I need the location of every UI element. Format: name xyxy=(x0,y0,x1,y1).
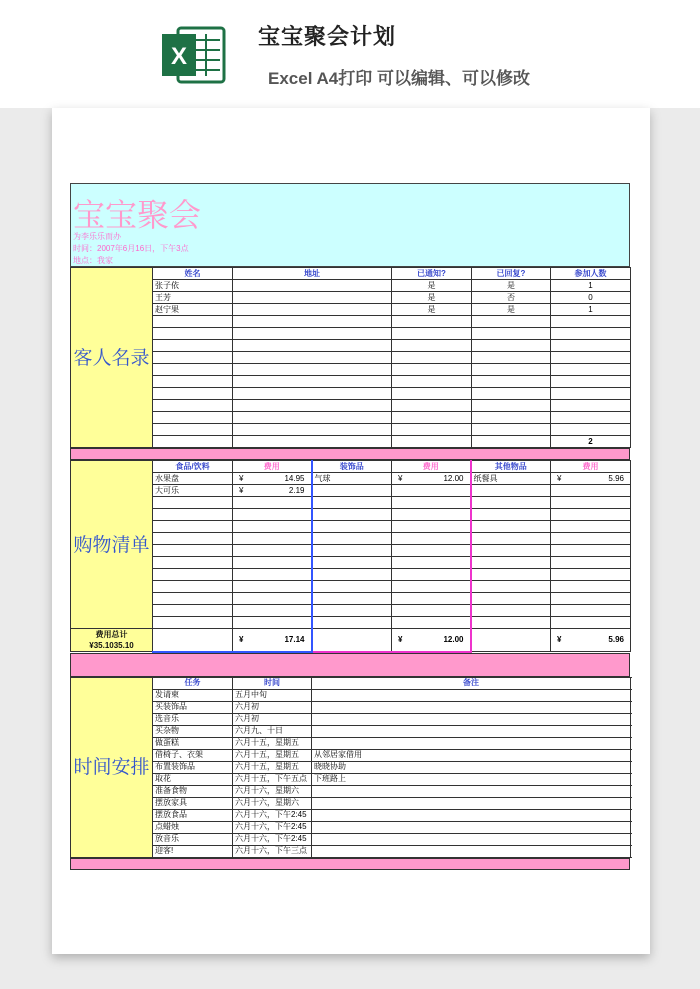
party-time: 时间：2007年6月16日，下午3点 xyxy=(73,244,189,253)
table-cell[interactable] xyxy=(392,497,471,509)
table-cell[interactable] xyxy=(153,509,233,521)
schedule-row xyxy=(71,713,631,725)
party-banner xyxy=(70,183,630,267)
table-cell[interactable]: 五月中旬 xyxy=(233,689,312,701)
table-cell[interactable] xyxy=(551,533,631,545)
table-cell[interactable]: 水果盘 xyxy=(153,473,233,485)
table-cell[interactable] xyxy=(153,376,233,388)
table-cell[interactable] xyxy=(233,388,392,400)
table-cell[interactable]: 发请柬 xyxy=(153,689,233,701)
shopping-row xyxy=(71,533,631,545)
table-cell[interactable] xyxy=(233,593,312,605)
table-cell[interactable] xyxy=(153,436,233,448)
total-amount: 17.14 xyxy=(284,634,305,644)
table-cell[interactable] xyxy=(471,581,551,593)
table-cell[interactable] xyxy=(472,328,551,340)
schedule-row xyxy=(71,797,631,809)
table-cell[interactable] xyxy=(551,617,631,629)
table-cell[interactable] xyxy=(312,581,392,593)
column-header: 参加人数 xyxy=(551,268,631,280)
section-label-shopping: 购物清单 xyxy=(71,461,153,629)
table-cell[interactable] xyxy=(392,485,471,497)
table-cell[interactable] xyxy=(153,424,233,436)
table-cell[interactable]: 0 xyxy=(551,292,631,304)
table-cell[interactable]: 买杂物 xyxy=(153,725,233,737)
table-cell[interactable] xyxy=(551,352,631,364)
table-cell[interactable] xyxy=(312,497,392,509)
schedule-table xyxy=(70,677,631,858)
currency-value xyxy=(235,474,309,484)
table-cell[interactable] xyxy=(392,376,472,388)
table-cell[interactable] xyxy=(551,557,631,569)
table-cell[interactable] xyxy=(153,617,233,629)
table-cell[interactable] xyxy=(153,545,233,557)
table-cell[interactable] xyxy=(312,713,631,725)
schedule-row xyxy=(71,749,631,761)
table-cell[interactable] xyxy=(392,364,472,376)
column-header: 其他物品 xyxy=(471,461,551,473)
table-cell[interactable]: 六月十六，星期六 xyxy=(233,797,312,809)
table-cell[interactable]: 否 xyxy=(472,292,551,304)
table-cell[interactable] xyxy=(551,400,631,412)
table-cell[interactable] xyxy=(312,725,631,737)
separator-bar xyxy=(70,653,630,677)
shopping-row xyxy=(71,509,631,521)
table-cell[interactable] xyxy=(312,593,392,605)
table-cell[interactable]: 六月十五，下午五点 xyxy=(233,773,312,785)
shopping-header-row xyxy=(71,461,631,473)
table-cell[interactable]: 借椅子、衣架 xyxy=(153,749,233,761)
table-cell[interactable] xyxy=(551,509,631,521)
schedule-row xyxy=(71,785,631,797)
table-cell[interactable] xyxy=(312,509,392,521)
section-label-guests: 客人名录 xyxy=(71,268,153,448)
currency-symbol: ¥ xyxy=(239,634,244,644)
document-header xyxy=(0,0,700,108)
table-cell[interactable] xyxy=(233,400,392,412)
table-cell[interactable] xyxy=(153,581,233,593)
shopping-row xyxy=(71,521,631,533)
table-cell[interactable] xyxy=(233,473,312,485)
column-header: 已通知? xyxy=(392,268,472,280)
table-cell[interactable] xyxy=(312,617,392,629)
shopping-row xyxy=(71,605,631,617)
table-cell[interactable]: 是 xyxy=(392,304,472,316)
table-cell[interactable] xyxy=(312,833,631,845)
column-header: 装饰品 xyxy=(312,461,392,473)
table-cell[interactable] xyxy=(392,617,471,629)
table-cell[interactable] xyxy=(472,316,551,328)
column-header: 已回复? xyxy=(472,268,551,280)
table-cell[interactable] xyxy=(551,388,631,400)
table-cell[interactable] xyxy=(233,364,392,376)
table-cell[interactable] xyxy=(472,364,551,376)
table-cell[interactable] xyxy=(392,388,472,400)
shopping-row xyxy=(71,581,631,593)
shopping-row xyxy=(71,593,631,605)
column-header: 费用 xyxy=(233,461,312,473)
table-cell[interactable] xyxy=(392,424,472,436)
table-cell[interactable] xyxy=(233,605,312,617)
table-cell[interactable] xyxy=(472,424,551,436)
table-cell[interactable]: 迎客! xyxy=(153,845,233,857)
total-amount: 12.00 xyxy=(443,634,464,644)
table-cell[interactable] xyxy=(472,412,551,424)
table-cell[interactable]: 是 xyxy=(392,280,472,292)
table-cell[interactable] xyxy=(551,424,631,436)
table-cell[interactable] xyxy=(392,473,471,485)
separator-bar xyxy=(70,858,630,870)
schedule-row xyxy=(71,725,631,737)
currency-value xyxy=(553,474,628,484)
table-cell[interactable]: 六月十六，下午2:45 xyxy=(233,821,312,833)
guest-row xyxy=(71,340,631,352)
table-cell[interactable] xyxy=(153,533,233,545)
table-cell[interactable]: 王芳 xyxy=(153,292,233,304)
table-cell[interactable] xyxy=(551,376,631,388)
table-cell[interactable] xyxy=(233,509,312,521)
table-cell[interactable] xyxy=(233,292,392,304)
table-cell[interactable]: 赵宁果 xyxy=(153,304,233,316)
table-cell[interactable] xyxy=(471,545,551,557)
table-cell[interactable] xyxy=(312,569,392,581)
table-cell[interactable] xyxy=(312,557,392,569)
table-cell[interactable]: 六月十六，下午2:45 xyxy=(233,809,312,821)
column-total xyxy=(553,635,628,645)
table-cell[interactable] xyxy=(392,569,471,581)
table-cell[interactable] xyxy=(471,557,551,569)
table-cell[interactable] xyxy=(551,316,631,328)
schedule-row xyxy=(71,737,631,749)
table-cell[interactable] xyxy=(312,785,631,797)
table-cell[interactable] xyxy=(392,412,472,424)
table-cell[interactable] xyxy=(312,701,631,713)
table-cell[interactable] xyxy=(392,605,471,617)
table-cell[interactable] xyxy=(392,521,471,533)
table-cell[interactable] xyxy=(312,689,631,701)
table-cell[interactable]: 六月初 xyxy=(233,713,312,725)
column-header: 费用 xyxy=(551,461,631,473)
column-header: 时间 xyxy=(233,677,312,689)
table-cell[interactable]: 取花 xyxy=(153,773,233,785)
table-cell[interactable] xyxy=(392,316,472,328)
guest-row xyxy=(71,292,631,304)
table-cell[interactable] xyxy=(392,509,471,521)
table-cell[interactable] xyxy=(392,328,472,340)
table-cell[interactable] xyxy=(312,485,392,497)
amount: 12.00 xyxy=(443,473,464,483)
table-cell[interactable] xyxy=(153,593,233,605)
table-cell[interactable]: 是 xyxy=(392,292,472,304)
party-title: 宝宝聚会 xyxy=(73,196,202,234)
section-label-schedule: 时间安排 xyxy=(71,677,153,857)
table-cell[interactable]: 晓晓协助 xyxy=(312,761,631,773)
table-cell[interactable] xyxy=(312,605,392,617)
table-cell[interactable] xyxy=(551,473,631,485)
excel-icon-letter: X xyxy=(170,43,188,70)
schedule-header-row xyxy=(71,677,631,689)
table-cell[interactable] xyxy=(392,436,472,448)
table-cell[interactable] xyxy=(472,352,551,364)
table-cell[interactable] xyxy=(233,424,392,436)
guest-total-row xyxy=(71,436,631,448)
table-cell[interactable]: 六月十五，星期五 xyxy=(233,761,312,773)
table-cell[interactable] xyxy=(233,485,312,497)
table-cell[interactable] xyxy=(551,485,631,497)
column-header: 姓名 xyxy=(153,268,233,280)
table-cell[interactable]: 是 xyxy=(472,304,551,316)
grand-total-value: ¥35.1035.10 xyxy=(89,641,134,650)
table-cell[interactable] xyxy=(233,316,392,328)
schedule-row xyxy=(71,689,631,701)
shopping-row xyxy=(71,569,631,581)
guest-row xyxy=(71,412,631,424)
table-cell[interactable] xyxy=(471,533,551,545)
table-cell[interactable] xyxy=(153,412,233,424)
shopping-row xyxy=(71,473,631,485)
table-cell[interactable] xyxy=(471,497,551,509)
excel-icon xyxy=(160,22,226,88)
guest-row xyxy=(71,364,631,376)
table-cell[interactable]: 大可乐 xyxy=(153,485,233,497)
shopping-row xyxy=(71,617,631,629)
column-header: 备注 xyxy=(312,677,631,689)
table-cell[interactable] xyxy=(153,340,233,352)
table-cell[interactable] xyxy=(551,340,631,352)
table-cell[interactable] xyxy=(312,629,392,652)
table-cell[interactable] xyxy=(392,545,471,557)
shopping-row xyxy=(71,545,631,557)
total-label: 费用总计 xyxy=(95,630,128,639)
spreadsheet xyxy=(70,183,630,870)
amount: 5.96 xyxy=(608,473,624,483)
table-cell[interactable] xyxy=(153,569,233,581)
column-total xyxy=(235,635,309,645)
table-cell[interactable] xyxy=(233,629,312,652)
table-cell[interactable] xyxy=(471,509,551,521)
table-cell[interactable] xyxy=(233,376,392,388)
table-cell[interactable] xyxy=(153,388,233,400)
table-cell[interactable] xyxy=(153,400,233,412)
table-cell[interactable]: 点蜡烛 xyxy=(153,821,233,833)
grand-total xyxy=(71,629,153,652)
total-amount: 5.96 xyxy=(608,635,624,644)
guest-row xyxy=(71,280,631,292)
table-cell[interactable] xyxy=(471,485,551,497)
currency-symbol: ¥ xyxy=(557,635,562,644)
guest-row xyxy=(71,304,631,316)
table-cell[interactable]: 六月十六，星期六 xyxy=(233,785,312,797)
table-cell[interactable] xyxy=(233,436,392,448)
table-cell[interactable] xyxy=(472,436,551,448)
table-cell[interactable]: 下班路上 xyxy=(312,773,631,785)
table-cell[interactable] xyxy=(312,533,392,545)
table-cell[interactable] xyxy=(312,821,631,833)
table-cell[interactable] xyxy=(153,352,233,364)
currency-symbol: ¥ xyxy=(239,473,244,483)
table-cell[interactable] xyxy=(233,557,312,569)
table-cell[interactable] xyxy=(551,581,631,593)
guest-row xyxy=(71,376,631,388)
table-cell[interactable] xyxy=(233,617,312,629)
column-header: 费用 xyxy=(392,461,471,473)
table-cell[interactable] xyxy=(312,809,631,821)
guest-row xyxy=(71,424,631,436)
table-cell[interactable] xyxy=(392,593,471,605)
table-cell[interactable] xyxy=(153,605,233,617)
table-cell[interactable] xyxy=(392,340,472,352)
table-cell[interactable] xyxy=(312,797,631,809)
currency-symbol: ¥ xyxy=(239,485,244,495)
table-cell[interactable] xyxy=(471,605,551,617)
column-header: 地址 xyxy=(233,268,392,280)
table-cell[interactable] xyxy=(551,593,631,605)
currency-value xyxy=(394,474,468,484)
shopping-row xyxy=(71,557,631,569)
table-cell[interactable] xyxy=(233,533,312,545)
guest-row xyxy=(71,400,631,412)
table-cell[interactable] xyxy=(551,328,631,340)
table-cell[interactable] xyxy=(233,521,312,533)
table-cell[interactable] xyxy=(153,364,233,376)
schedule-row xyxy=(71,833,631,845)
shopping-table xyxy=(70,460,631,653)
table-cell[interactable] xyxy=(233,569,312,581)
table-cell[interactable] xyxy=(471,617,551,629)
table-cell[interactable]: 六月初 xyxy=(233,701,312,713)
amount: 14.95 xyxy=(284,473,305,483)
table-cell[interactable]: 六月九、十日 xyxy=(233,725,312,737)
table-cell[interactable]: 张子依 xyxy=(153,280,233,292)
table-cell[interactable]: 摆放家具 xyxy=(153,797,233,809)
column-header: 任务 xyxy=(153,677,233,689)
table-cell[interactable] xyxy=(153,316,233,328)
guest-total[interactable]: 2 xyxy=(551,436,631,448)
party-for: 为李乐乐而办 xyxy=(73,232,121,241)
table-cell[interactable]: 做蛋糕 xyxy=(153,737,233,749)
table-cell[interactable] xyxy=(312,845,631,857)
table-cell[interactable] xyxy=(153,557,233,569)
table-cell[interactable]: 准备食物 xyxy=(153,785,233,797)
table-cell[interactable]: 是 xyxy=(472,280,551,292)
schedule-row xyxy=(71,773,631,785)
table-cell[interactable] xyxy=(233,340,392,352)
table-cell[interactable] xyxy=(233,352,392,364)
table-cell[interactable] xyxy=(551,569,631,581)
currency-value xyxy=(235,486,309,496)
schedule-row xyxy=(71,761,631,773)
shopping-total-row xyxy=(71,629,631,652)
separator-bar xyxy=(70,448,630,460)
schedule-row xyxy=(71,845,631,857)
table-cell[interactable] xyxy=(392,400,472,412)
table-cell[interactable] xyxy=(551,364,631,376)
currency-symbol: ¥ xyxy=(557,473,562,483)
table-cell[interactable]: 六月十五，星期五 xyxy=(233,737,312,749)
table-cell[interactable] xyxy=(312,521,392,533)
table-cell[interactable]: 1 xyxy=(551,304,631,316)
column-total xyxy=(394,635,468,645)
table-cell[interactable] xyxy=(392,352,472,364)
shopping-row xyxy=(71,485,631,497)
table-cell[interactable] xyxy=(233,545,312,557)
schedule-row xyxy=(71,821,631,833)
table-cell[interactable]: 布置装饰品 xyxy=(153,761,233,773)
table-cell[interactable] xyxy=(551,605,631,617)
table-cell[interactable]: 从邻居家借用 xyxy=(312,749,631,761)
shopping-row xyxy=(71,497,631,509)
table-cell[interactable]: 六月十六，下午三点 xyxy=(233,845,312,857)
table-cell[interactable] xyxy=(233,280,392,292)
table-cell[interactable]: 摆放食品 xyxy=(153,809,233,821)
table-cell[interactable] xyxy=(472,340,551,352)
table-cell[interactable]: 纸餐具 xyxy=(471,473,551,485)
table-cell[interactable] xyxy=(471,593,551,605)
table-cell[interactable] xyxy=(233,412,392,424)
table-cell[interactable] xyxy=(551,412,631,424)
table-cell[interactable]: 1 xyxy=(551,280,631,292)
guest-header-row xyxy=(71,268,631,280)
table-cell[interactable] xyxy=(472,388,551,400)
currency-symbol: ¥ xyxy=(398,634,403,644)
table-cell[interactable] xyxy=(471,629,551,652)
table-cell[interactable] xyxy=(471,521,551,533)
currency-symbol: ¥ xyxy=(398,473,403,483)
guest-table xyxy=(70,267,631,448)
table-cell[interactable]: 气球 xyxy=(312,473,392,485)
table-cell[interactable]: 六月十五，星期五 xyxy=(233,749,312,761)
table-cell[interactable] xyxy=(551,629,631,652)
table-cell[interactable] xyxy=(233,304,392,316)
table-cell[interactable] xyxy=(392,533,471,545)
table-cell[interactable]: 六月十六，下午2:45 xyxy=(233,833,312,845)
table-cell[interactable] xyxy=(233,581,312,593)
table-cell[interactable] xyxy=(312,737,631,749)
column-header: 食品/饮料 xyxy=(153,461,233,473)
page-title: 宝宝聚会计划 xyxy=(258,24,397,49)
table-cell[interactable] xyxy=(312,545,392,557)
schedule-row xyxy=(71,701,631,713)
party-place: 地点：我家 xyxy=(73,256,113,265)
table-cell[interactable] xyxy=(233,497,312,509)
table-cell[interactable] xyxy=(153,521,233,533)
table-cell[interactable] xyxy=(471,569,551,581)
table-cell[interactable] xyxy=(392,581,471,593)
table-cell[interactable] xyxy=(153,328,233,340)
table-cell[interactable]: 放音乐 xyxy=(153,833,233,845)
table-cell[interactable] xyxy=(392,557,471,569)
guest-row xyxy=(71,328,631,340)
table-cell[interactable] xyxy=(472,400,551,412)
table-cell[interactable] xyxy=(153,497,233,509)
table-cell[interactable] xyxy=(472,376,551,388)
table-cell[interactable] xyxy=(551,521,631,533)
table-cell[interactable] xyxy=(392,629,471,652)
guest-row xyxy=(71,316,631,328)
amount: 2.19 xyxy=(288,485,305,495)
table-cell[interactable] xyxy=(551,497,631,509)
page-subtitle: Excel A4打印 可以编辑、可以修改 xyxy=(268,69,530,88)
guest-row xyxy=(71,388,631,400)
table-cell[interactable]: 选音乐 xyxy=(153,713,233,725)
table-cell[interactable] xyxy=(233,328,392,340)
schedule-row xyxy=(71,809,631,821)
table-cell[interactable] xyxy=(153,629,233,652)
guest-row xyxy=(71,352,631,364)
table-cell[interactable]: 买装饰品 xyxy=(153,701,233,713)
table-cell[interactable] xyxy=(551,545,631,557)
